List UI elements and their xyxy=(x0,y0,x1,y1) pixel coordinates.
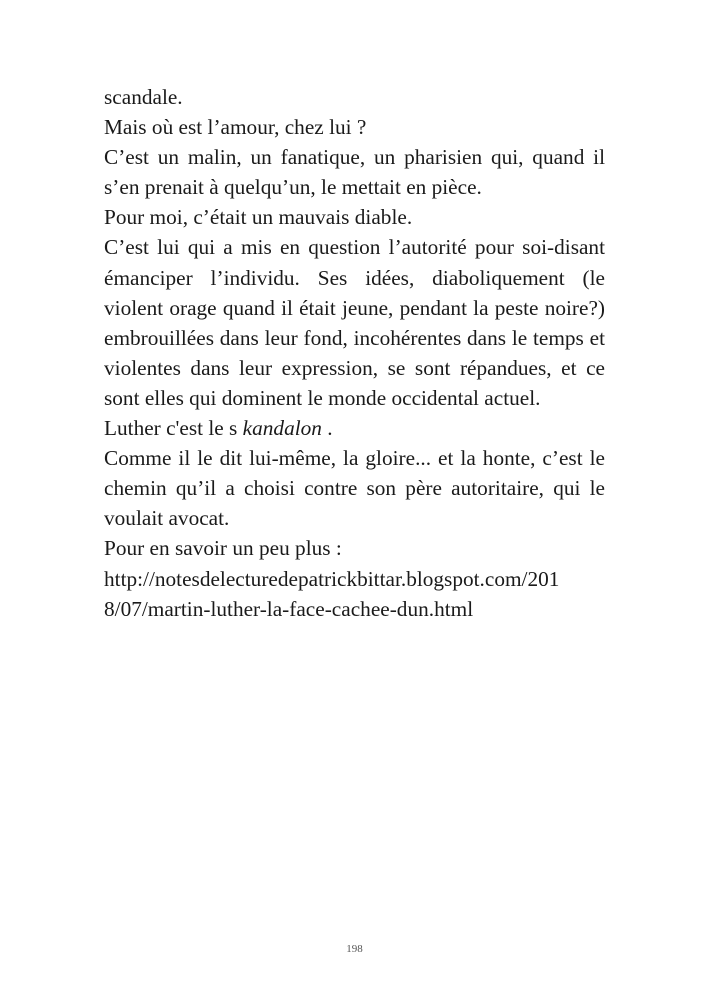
link-url-line-2[interactable]: 8/07/martin-luther-la-face-cachee-dun.html xyxy=(104,596,474,621)
luther-line xyxy=(104,413,605,443)
luther-prefix: Luther c'est le s xyxy=(104,416,243,441)
link-url-line-1[interactable]: http://notesdelecturedepatrickbittar.blogspot.com/201 xyxy=(104,566,560,591)
paragraph: Comme il le dit lui-même, la gloire... et la honte, c’est le chemin qu’il a choisi contre son père autoritaire, qui le voulait avocat. xyxy=(104,446,605,531)
paragraph: Mais où est l’amour, chez lui ? xyxy=(104,115,367,140)
kandalon-emphasis: kandalon xyxy=(242,416,322,441)
paragraph: Pour en savoir un peu plus : xyxy=(104,536,342,561)
body-text xyxy=(104,82,605,624)
page-number: 198 xyxy=(346,943,363,955)
paragraph: C’est un malin, un fanatique, un pharisien qui, quand il s’en prenait à quelqu’un, le mettait en pièce. xyxy=(104,145,605,200)
luther-suffix: . xyxy=(321,416,333,441)
paragraph: scandale. xyxy=(104,85,183,109)
paragraph: Pour moi, c’était un mauvais diable. xyxy=(104,205,413,230)
paragraph: C’est lui qui a mis en question l’autorité pour soi-disant émanciper l’individu. Ses idées, diaboliquement (le violent orage quand il était jeune, pendant la peste noire?) embrouillées dans leur fond, incohérentes dans le temps et violentes dans leur expression, se sont répandues, et ce sont elles qui dominent le monde occidental actuel. xyxy=(104,235,605,410)
